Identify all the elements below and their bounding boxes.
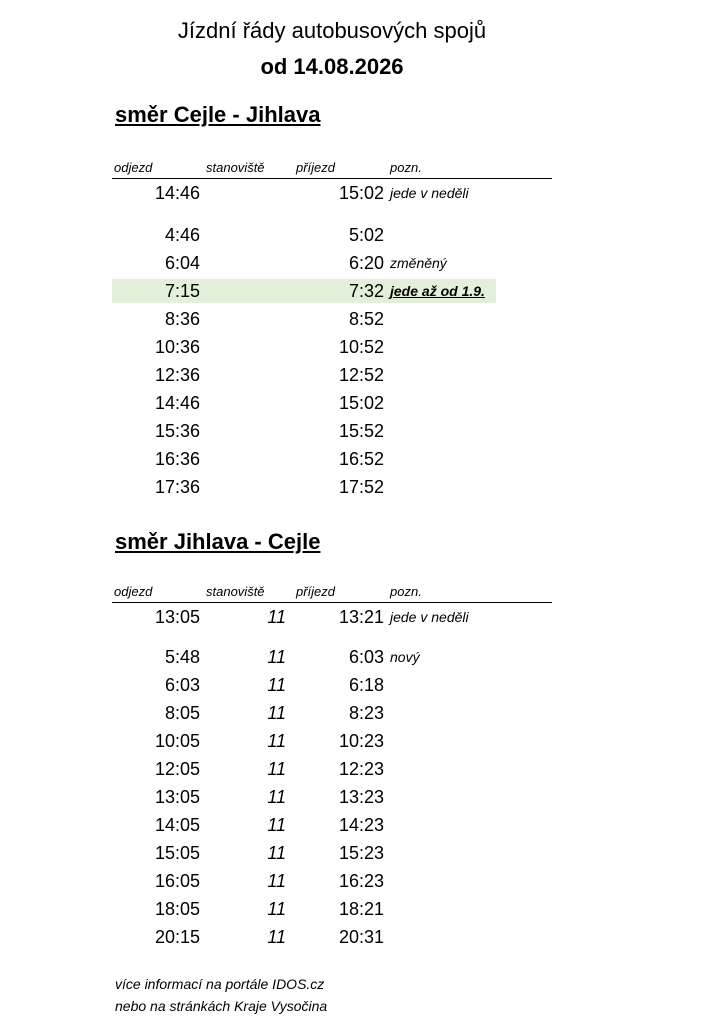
table-row [112,279,552,307]
departure-time: 8:05 [164,703,200,723]
departure-time: 5:48 [164,647,200,667]
header-arrival: příjezd [296,584,336,599]
arrival-time: 6:20 [348,253,384,273]
departure-time: 14:46 [154,183,200,203]
header-note: pozn. [390,160,422,175]
table-row [112,223,552,251]
arrival-time: 6:03 [348,647,384,667]
header-platform: stanoviště [206,160,265,175]
platform-number: 11 [267,759,286,779]
table-row [112,757,552,785]
arrival-time: 15:52 [338,421,384,441]
departure-time: 6:03 [164,675,200,695]
section-title-jihlava-cejle: směr Jihlava - Cejle [115,529,321,554]
platform-number: 11 [267,675,286,695]
table-row [112,363,552,391]
arrival-time: 10:52 [338,337,384,357]
table-row [112,419,552,447]
platform-number: 11 [267,787,286,807]
header-departure: odjezd [114,584,153,599]
arrival-time: 15:02 [338,393,384,413]
table-row [112,645,552,673]
platform-number: 11 [267,815,286,835]
table-row [112,813,552,841]
table-row [112,841,552,869]
page-subtitle: od 14.08.2026 [260,54,404,79]
table-row [112,869,552,897]
header-departure: odjezd [114,160,153,175]
departure-time: 4:46 [164,225,200,245]
arrival-time: 13:21 [338,607,384,627]
arrival-time: 8:23 [348,703,384,723]
arrival-time: 12:23 [338,759,384,779]
platform-number: 11 [267,703,286,723]
departure-time: 13:05 [154,787,200,807]
arrival-time: 16:52 [338,449,384,469]
arrival-time: 7:32 [348,281,384,301]
header-note: pozn. [390,584,422,599]
table-row [112,701,552,729]
table-row [112,925,552,953]
table-row [112,307,552,335]
departure-time: 12:36 [154,365,200,385]
arrival-time: 5:02 [348,225,384,245]
row-note: jede v neděli [390,185,469,201]
row-note: změněný [390,255,447,271]
table-row [112,729,552,757]
departure-time: 12:05 [154,759,200,779]
table-row [112,673,552,701]
header-platform: stanoviště [206,584,265,599]
arrival-time: 16:23 [338,871,384,891]
departure-time: 20:15 [154,927,200,947]
departure-time: 10:36 [154,337,200,357]
departure-time: 8:36 [164,309,200,329]
arrival-time: 20:31 [338,927,384,947]
platform-number: 11 [267,927,286,947]
departure-time: 7:15 [164,281,200,301]
arrival-time: 14:23 [338,815,384,835]
departure-time: 13:05 [154,607,200,627]
arrival-time: 17:52 [338,477,384,497]
arrival-time: 10:23 [338,731,384,751]
departure-time: 15:05 [154,843,200,863]
table-row [112,447,552,475]
section-title-cejle-jihlava: směr Cejle - Jihlava [115,102,321,127]
table-row [112,391,552,419]
table-row [112,335,552,363]
arrival-time: 13:23 [338,787,384,807]
row-note: jede v neděli [390,609,469,625]
departure-time: 14:05 [154,815,200,835]
footer-line-1: více informací na portále IDOS.cz [115,976,325,992]
platform-number: 11 [267,647,286,667]
platform-number: 11 [267,871,286,891]
arrival-time: 8:52 [348,309,384,329]
departure-time: 6:04 [164,253,200,273]
row-note: jede až od 1.9. [390,283,485,299]
departure-time: 14:46 [154,393,200,413]
arrival-time: 12:52 [338,365,384,385]
row-note: nový [390,649,420,665]
arrival-time: 15:23 [338,843,384,863]
table-row [112,181,552,209]
table-row [112,251,552,279]
table-row [112,897,552,925]
platform-number: 11 [267,607,286,627]
table-header [112,584,552,603]
table-header [112,160,552,179]
arrival-time: 15:02 [338,183,384,203]
arrival-time: 18:21 [338,899,384,919]
departure-time: 10:05 [154,731,200,751]
page-title: Jízdní řády autobusových spojů [177,18,487,43]
arrival-time: 6:18 [348,675,384,695]
table-row [112,785,552,813]
departure-time: 15:36 [154,421,200,441]
platform-number: 11 [267,731,286,751]
departure-time: 16:05 [154,871,200,891]
platform-number: 11 [267,899,286,919]
departure-time: 16:36 [154,449,200,469]
footer-line-2: nebo na stránkách Kraje Vysočina [115,998,328,1014]
departure-time: 18:05 [154,899,200,919]
table-row [112,475,552,503]
platform-number: 11 [267,843,286,863]
table-row [112,605,552,633]
header-arrival: příjezd [296,160,336,175]
departure-time: 17:36 [154,477,200,497]
